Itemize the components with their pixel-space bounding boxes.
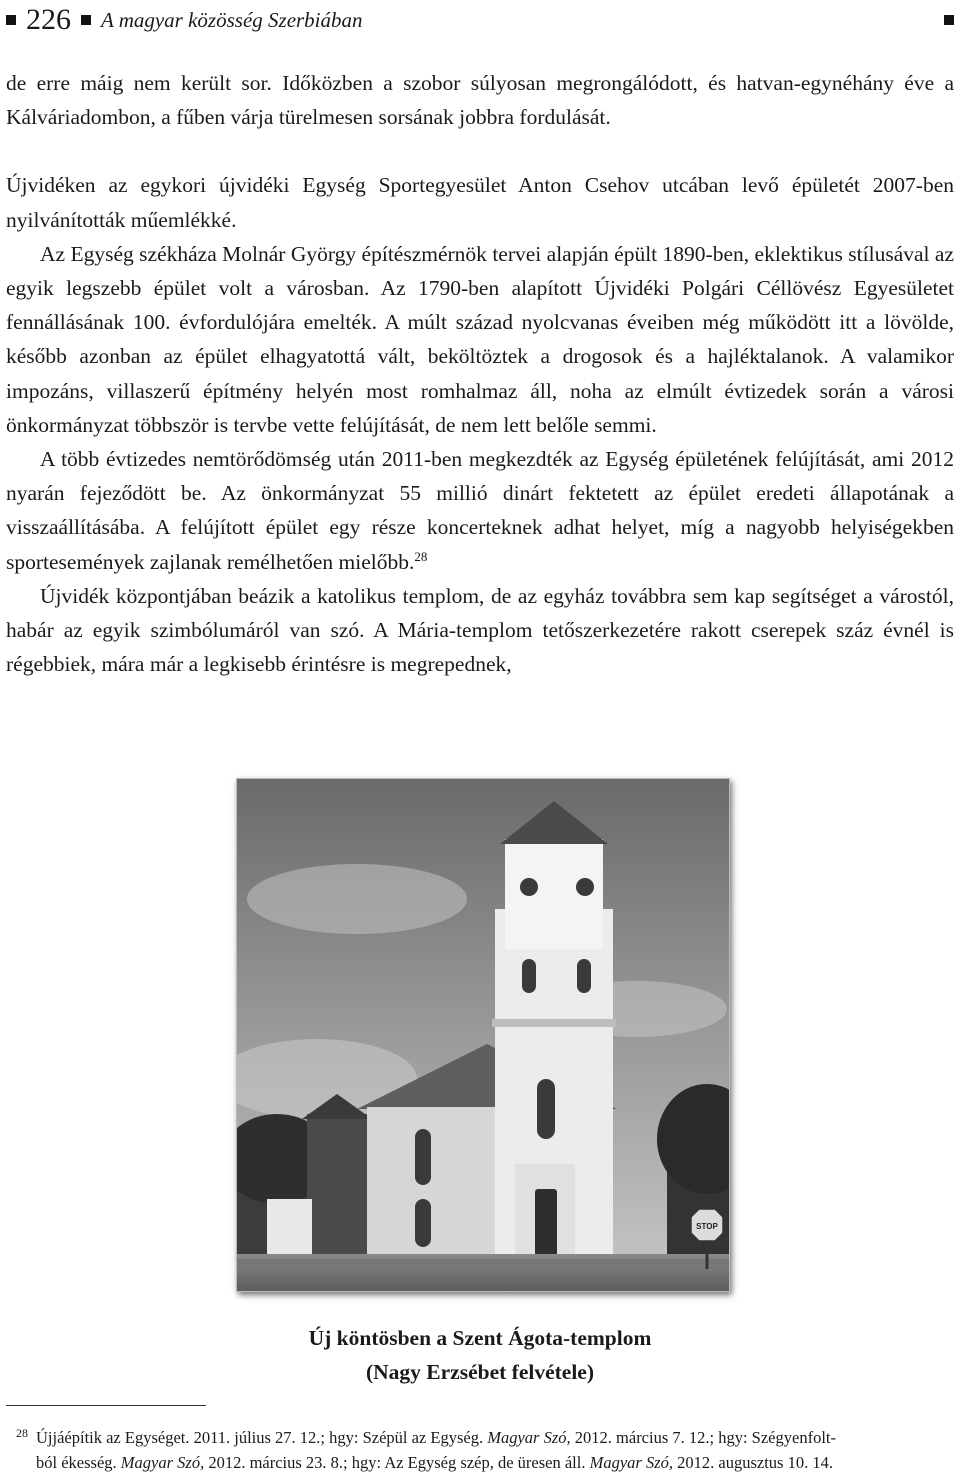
paragraph-2: Újvidéken az egykori újvidéki Egység Sportegyesület Anton Csehov utcában levő épületét 2007-ben nyilvánították műemlékké. [6, 173, 954, 232]
church-photo-illustration [237, 779, 730, 1292]
cloud [247, 864, 467, 934]
paragraph-1: de erre máig nem került sor. Időközben a szobor súlyosan megrongálódott, és hatvan-egynéhány éve a Kálváriadombon, a fűben várja türelmesen sorsának jobbra fordulását. [6, 71, 954, 130]
page-number: 226 [26, 3, 71, 36]
tower-cornice [492, 1019, 616, 1027]
page-header [6, 2, 954, 38]
footnote-line1-part-a: Újjáépítik az Egységet. 2011. július 27. 12.; hgy: Szépül az Egység. [36, 1428, 488, 1447]
transformer-tower [307, 1114, 367, 1264]
footnote-source-italic: Magyar Szó, [487, 1428, 571, 1447]
paragraph-4 [6, 442, 954, 579]
stop-sign-text: STOP [696, 1222, 718, 1231]
church-door [535, 1189, 557, 1259]
road-edge [237, 1259, 730, 1265]
footnote-source-italic: Magyar Szó, [589, 1452, 673, 1472]
footnote-number: 28 [16, 1426, 28, 1440]
footnote-line-1 [6, 1426, 942, 1451]
figure-caption-title: Új köntösben a Szent Ágota-templom [308, 1326, 652, 1350]
facade-window [537, 1079, 555, 1139]
footnote-line1-part-c: 2012. március 7. 12.; hgy: Szégyenfolt- [570, 1428, 836, 1447]
paragraph-3: Az Egység székháza Molnár György építészmérnök tervei alapján épült 1890-ben, eklektikus stílusával az egyik legszebb épület volt a városban. Az 1790-ben alapított Újvidéki Polgári Céllövész Egyesületet fennállásának 100. évfordulójára emelték. A múlt század nyolcvanas éveiben még működött itt a lövölde, később azonban az épület elhagyatottá vált, beköltöztek a drogosok és a hajléktalanok. A valamikor impozáns, villaszerű építmény helyén most romhalmaz áll, noha az elmúlt évtizedek során a városi önkormányzat többször is tervbe vette felújítását, de nem lett belőle semmi. [6, 241, 954, 437]
figure-caption-credit: (Nagy Erzsébet felvétele) [365, 1360, 595, 1384]
small-house [267, 1199, 312, 1259]
nave-window [415, 1199, 431, 1247]
footnote-line2-part-e: 2012. augusztus 10. 14. [673, 1452, 833, 1472]
running-title: A magyar közösség Szerbiában [101, 7, 363, 32]
footnote-line2-part-c: 2012. március 23. 8.; hgy: Az Egység szép, de üresen áll. [204, 1452, 590, 1472]
church-photo [236, 778, 730, 1292]
footnote-reference[interactable]: 28 [414, 548, 428, 564]
tower-window [577, 959, 591, 993]
footnote-source-italic: Magyar Szó, [120, 1452, 205, 1472]
footnote-line-2 [6, 1451, 942, 1476]
header-bullet-middle [81, 15, 91, 25]
tower-clock [520, 878, 538, 896]
header-bullet-right [944, 15, 954, 25]
nave-window [415, 1129, 431, 1185]
tower-clock [576, 878, 594, 896]
footnote-line2-part-a: ból ékesség. [36, 1452, 121, 1472]
tower-window [522, 959, 536, 993]
footnote [6, 1426, 942, 1475]
paragraph-4-text: A több évtizedes nemtörődömség után 2011-ben megkezdték az Egység épületének felújítását, ami 2012 nyarán fejeződött be. Az önkormányzat 55 millió dinárt fektetett az épület eredeti állapotának a visszaállításába. A felújított épület egy része koncerteknek adhat helyet, míg a nagyobb helyiségekben sportesemények zajlanak remélhetően mielőbb. [6, 447, 954, 574]
footnote-rule [6, 1405, 206, 1406]
paragraph-5: Újvidék központjában beázik a katolikus templom, de az egyház továbbra sem kap segítséget a várostól, habár az egyik szimbólumáról van szó. A Mária-templom tetőszerkezetére rakott cserepek száz évnél is régebbiek, mára már a legkisebb érintésre is megrepednek, [6, 583, 954, 677]
header-bullet-left [6, 15, 16, 25]
body-text [6, 66, 954, 681]
